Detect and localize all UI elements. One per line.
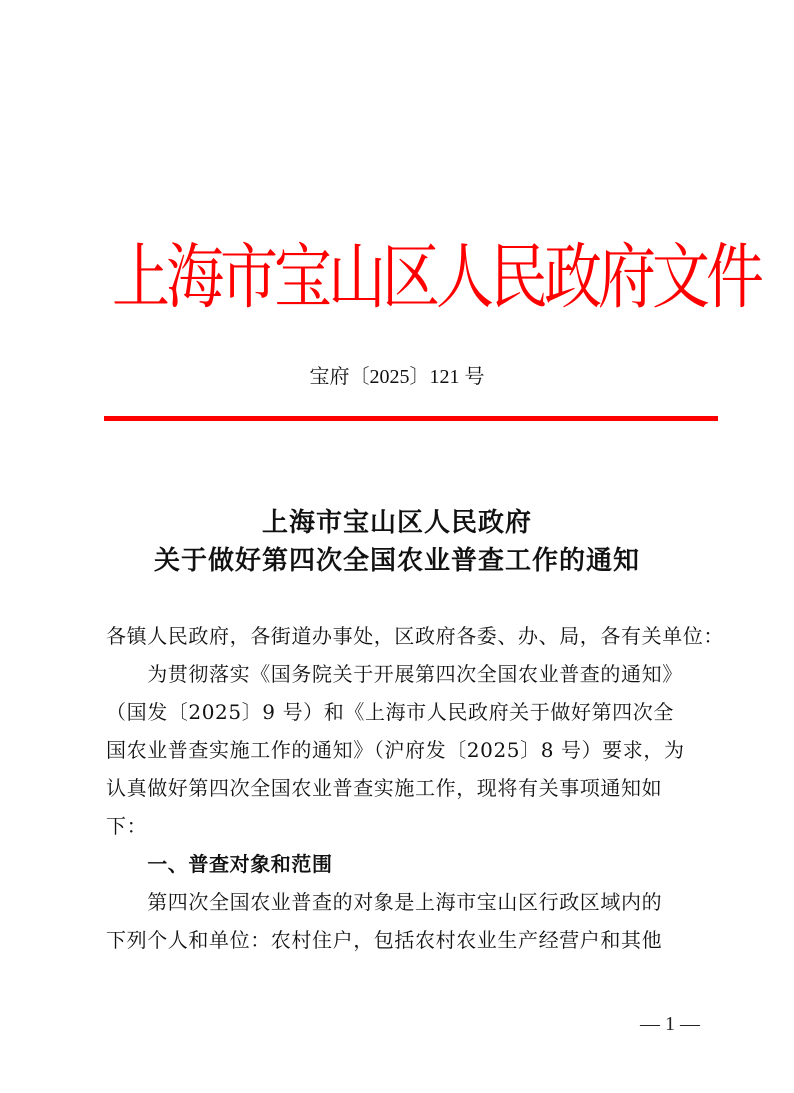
page-number: — 1 — [640, 1013, 700, 1035]
body-line: （国发〔2025〕9 号）和《上海市人民政府关于做好第四次全 [106, 700, 674, 724]
document-masthead: 上海市宝山区人民政府文件 [112, 235, 761, 319]
body-line: 为贯彻落实《国务院关于开展第四次全国农业普查的通知》 [106, 662, 683, 686]
red-divider-rule [104, 416, 718, 421]
body-line: 下： [106, 814, 148, 838]
document-title-line-1: 上海市宝山区人民政府 [261, 508, 532, 538]
body-line: 认真做好第四次全国农业普查实施工作，现将有关事项通知如 [106, 776, 663, 800]
body-line: 第四次全国农业普查的对象是上海市宝山区行政区域内的 [106, 890, 663, 914]
body-line: 国农业普查实施工作的通知》（沪府发〔2025〕8 号）要求，为 [106, 738, 685, 762]
document-title-line-2: 关于做好第四次全国农业普查工作的通知 [153, 546, 640, 576]
document-number: 宝府〔2025〕121 号 [309, 366, 485, 388]
body-line: 下列个人和单位：农村住户，包括农村农业生产经营户和其他 [106, 928, 663, 952]
addressee-line: 各镇人民政府，各街道办事处，区政府各委、办、局，各有关单位： [106, 624, 724, 648]
section-heading: 一、普查对象和范围 [106, 852, 333, 876]
